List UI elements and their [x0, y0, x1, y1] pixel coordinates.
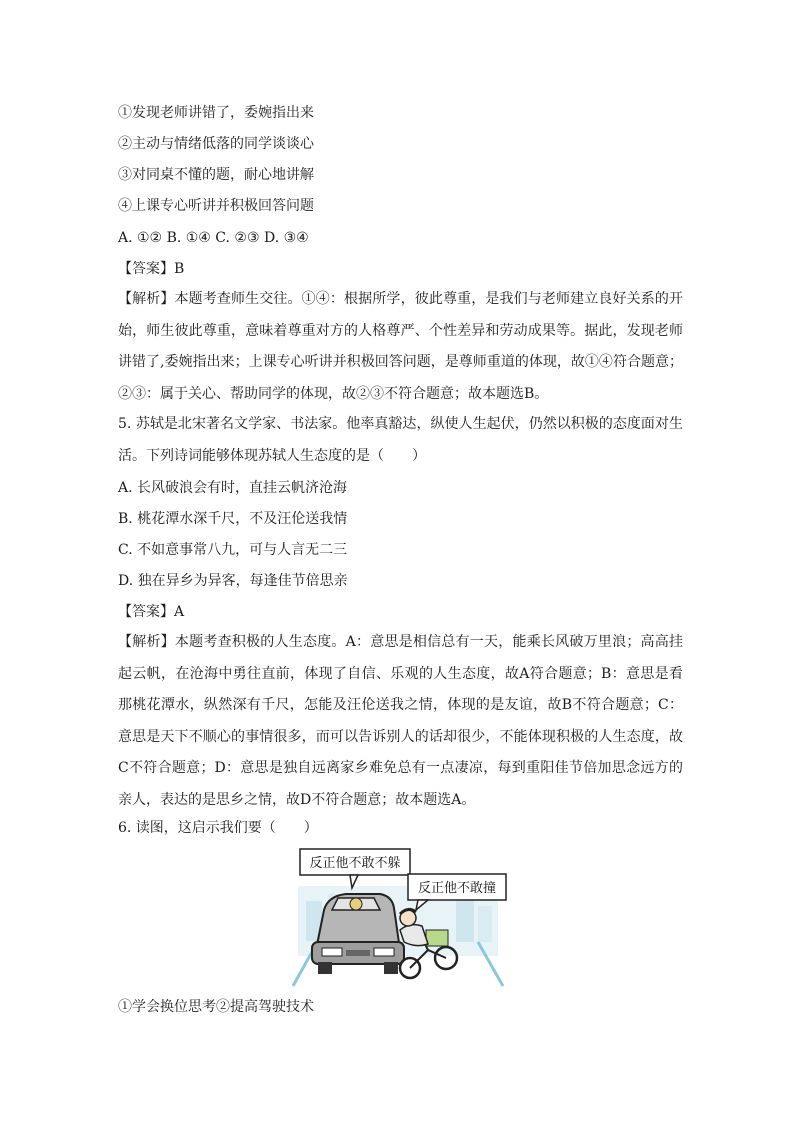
q5-option-a: A. 长风破浪会有时，直挂云帆济沧海 [118, 480, 348, 496]
cartoon-illustration [288, 846, 510, 990]
q4-option-1: ①发现老师讲错了，委婉指出来 [118, 105, 314, 121]
q5-option-b: B. 桃花潭水深千尺，不及汪伦送我情 [118, 511, 348, 527]
q4-option-4: ④上课专心听讲并积极回答问题 [118, 198, 314, 214]
car-drawing [312, 894, 404, 974]
q4-option-3: ③对同桌不懂的题，耐心地讲解 [118, 167, 314, 183]
q4-choices: A. ①② B. ①④ C. ②③ D. ③④ [118, 230, 309, 246]
q6-stem: 6. 读图，这启示我们要（ ） [118, 820, 318, 836]
q5-option-d: D. 独在异乡为异客，每逢佳节倍思亲 [118, 573, 348, 589]
q5-analysis: 【解析】本题考查积极的人生态度。A：意思是相信总有一天，能乘长风破万里浪；高高挂起云帆，在沧海中勇往直前，体现了自信、乐观的人生态度，故A符合题意；B：意思是看那桃花潭水，纵然深有千尺，怎能及汪伦送我之情，体现的是友谊，故B不符合题意；C：意思是天下不顺心的事情很多，而可以告诉别人的话却很少，不能体现积极的人生态度，故C不符合题意；D：意思是独自远离家乡难免总有一点凄凉，每到重阳佳节倍加思念远方的亲人，表达的是思乡之情，故D不符合题意；故本题选A。 [118, 634, 683, 808]
q4-option-2: ②主动与情绪低落的同学谈谈心 [118, 136, 314, 152]
q5-answer: 【答案】A [118, 604, 185, 620]
bubble-text-1: 反正他不敢不躲 [309, 856, 401, 871]
bubble-text-2: 反正他不敢撞 [417, 881, 497, 896]
q5-stem: 5. 苏轼是北宋著名文学家、书法家。他率真豁达，纵使人生起伏，仍然以积极的态度面对生活。下列诗词能够体现苏轼人生态度的是（ ） [118, 416, 683, 464]
q4-answer: 【答案】B [118, 261, 185, 277]
q6-options: ①学会换位思考②提高驾驶技术 [118, 999, 314, 1015]
q4-analysis: 【解析】本题考查师生交往。①④：根据所学，彼此尊重，是我们与老师建立良好关系的开始，师生彼此尊重，意味着尊重对方的人格尊严、个性差异和劳动成果等。据此，发现老师讲错了,委婉指出来；上课专心听讲并积极回答问题，是尊师重道的体现，故①④符合题意；②③：属于关心、帮助同学的体现，故②③不符合题意；故本题选B。 [118, 291, 683, 402]
speech-bubble-driver [300, 849, 410, 888]
q5-option-c: C. 不如意事常八九，可与人言无二三 [118, 542, 348, 558]
